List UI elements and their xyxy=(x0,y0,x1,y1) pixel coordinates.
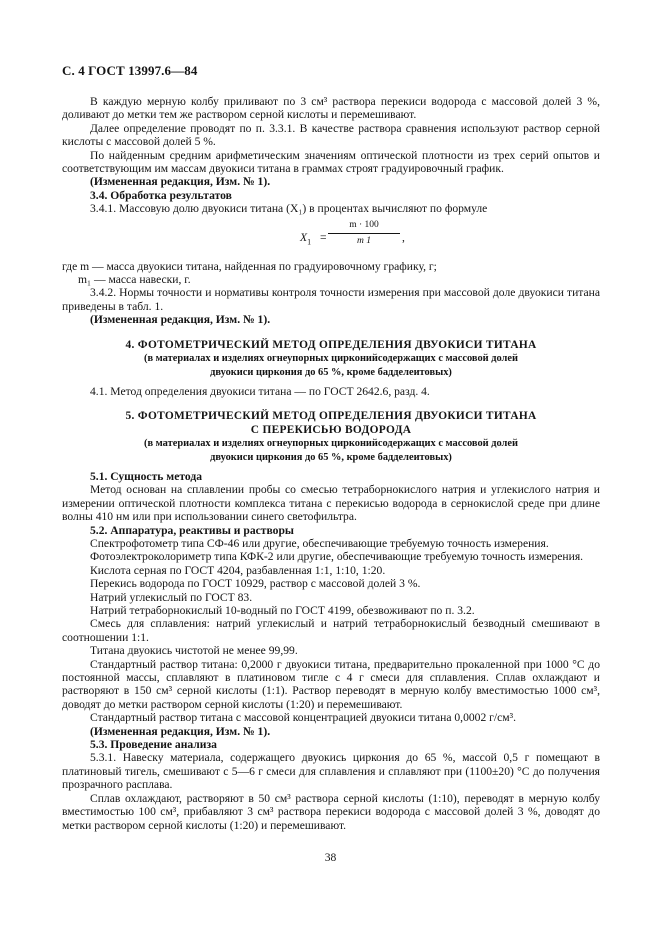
paragraph-3-4-1: 3.4.1. Массовую долю двуокиси титана (X₁) в процентах вычисляют по формуле xyxy=(90,202,488,216)
paragraph: Титана двуокись чистотой не менее 99,99. xyxy=(90,644,298,658)
paragraph: Перекись водорода по ГОСТ 10929, раствор с массовой долей 3 %. xyxy=(90,577,421,591)
formula-denominator: m 1 xyxy=(357,236,371,247)
document-body xyxy=(62,95,600,832)
section-5-subtitle: двуокиси циркония до 65 %, кроме бадделеитовых) xyxy=(210,451,452,463)
definition-m1: m₁ — масса навески, г. xyxy=(78,273,191,287)
definition-m: где m — масса двуокиси титана, найденная по градуировочному графику, г; xyxy=(62,259,437,273)
section-5-title: С ПЕРЕКИСЬЮ ВОДОРОДА xyxy=(250,423,412,436)
formula xyxy=(62,216,600,260)
section-4-subtitle: двуокиси циркония до 65 %, кроме бадделеитовых) xyxy=(210,366,452,378)
section-5-title: 5. ФОТОМЕТРИЧЕСКИЙ МЕТОД ОПРЕДЕЛЕНИЯ ДВУОКИСИ ТИТАНА xyxy=(125,410,537,423)
section-heading-5-3: 5.3. Проведение анализа xyxy=(90,738,217,752)
page-number: 38 xyxy=(324,851,337,864)
section-4-title: 4. ФОТОМЕТРИЧЕСКИЙ МЕТОД ОПРЕДЕЛЕНИЯ ДВУОКИСИ ТИТАНА xyxy=(125,338,537,351)
page-header: С. 4 ГОСТ 13997.6—84 xyxy=(62,63,198,78)
paragraph-3-4-2: 3.4.2. Нормы точности и нормативы контроля точности измерения при массовой доле двуокиси титана приведены в табл. 1. xyxy=(62,286,600,313)
formula-numerator: m · 100 xyxy=(328,219,400,234)
paragraph: Стандартный раствор титана с массовой концентрацией двуокиси титана 0,0002 г/см³. xyxy=(90,711,517,725)
paragraph: Натрий тетраборнокислый 10-водный по ГОСТ 4199, обезвоживают по п. 3.2. xyxy=(90,604,475,617)
revision-note: (Измененная редакция, Изм. № 1). xyxy=(90,175,271,189)
section-5-subtitle: (в материалах и изделиях огнеупорных цирконийсодержащих с массовой долей xyxy=(144,438,518,450)
section-4-subtitle: (в материалах и изделиях огнеупорных цирконийсодержащих с массовой долей xyxy=(144,353,518,365)
paragraph: Фотоэлектроколориметр типа КФК-2 или другие, обеспечивающие требуемую точность измерения. xyxy=(90,550,584,564)
paragraph: В каждую мерную колбу приливают по 3 см³ раствора перекиси водорода с массовой долей 3 %, доливают до метки тем же раствором серной кислоты и перемешивают. xyxy=(62,95,600,122)
paragraph: Спектрофотометр типа СФ-46 или другие, обеспечивающие требуемую точность измерения. xyxy=(90,536,549,550)
section-heading-5-2: 5.2. Аппаратура, реактивы и растворы xyxy=(90,523,294,537)
paragraph: Кислота серная по ГОСТ 4204, разбавленная 1:1, 1:10, 1:20. xyxy=(90,563,386,577)
paragraph: Стандартный раствор титана: 0,2000 г двуокиси титана, предварительно прокаленной при 1000 °С до постоянной массы, сплавляют в платиновом тигле с 4 г смеси для сплавления. Сплав охлаждают и растворяют в 150 см³ серной кислоты (1:1). Раствор переводят в мерную колбу вместимостью 1000 см³, доводят до метки раствором серной кислоты (1:20) и перемешивают. xyxy=(62,657,600,711)
paragraph: Сплав охлаждают, растворяют в 50 см³ раствора серной кислоты (1:10), переводят в мерную колбу вместимостью 100 см³, прибавляют 3 см³ раствора перекиси водорода с массовой долей 3 %, доводят до метки раствором серной кислоты (1:20) и перемешивают. xyxy=(62,791,600,832)
formula-comma: , xyxy=(402,230,405,244)
section-heading-3-4: 3.4. Обработка результатов xyxy=(90,188,232,202)
formula-equals: = xyxy=(320,230,327,244)
paragraph: Далее определение проводят по п. 3.3.1. В качестве раствора сравнения используют раствор серной кислоты с массовой долей 5 %. xyxy=(62,121,600,149)
revision-note: (Измененная редакция, Изм. № 1). xyxy=(90,313,271,327)
paragraph-5-1: Метод основан на сплавлении пробы со смесью тетраборнокислого натрия и углекислого натрия и измерении оптической плотности комплекса титана с перекисью водорода в сернокислой среде при длине волны 410 нм или при использовании синего светофильтра. xyxy=(62,483,600,524)
paragraph: Смесь для сплавления: натрий углекислый и натрий тетраборнокислый безводный смешивают в соотношении 1:1. xyxy=(62,617,600,644)
paragraph: Натрий углекислый по ГОСТ 83. xyxy=(90,590,253,604)
paragraph: По найденным средним арифметическим значениям оптической плотности из трех серий опытов и соответствующим им массам двуокиси титана в граммах строят градуировочный график. xyxy=(62,148,600,176)
section-heading-5-1: 5.1. Сущность метода xyxy=(90,469,203,483)
formula-fraction xyxy=(328,219,400,249)
paragraph-5-3-1: 5.3.1. Навеску материала, содержащего двуокись циркония до 65 %, массой 0,5 г помещают в платиновый тигель, смешивают с 5—6 г смеси для сплавления и сплавляют при (1100±20) °С до получения прозрачного расплава. xyxy=(62,751,600,792)
paragraph-4-1: 4.1. Метод определения двуокиси титана — по ГОСТ 2642.6, разд. 4. xyxy=(90,384,430,398)
formula-lhs: $X_1$ xyxy=(300,230,312,246)
revision-note: (Измененная редакция, Изм. № 1). xyxy=(90,724,271,738)
